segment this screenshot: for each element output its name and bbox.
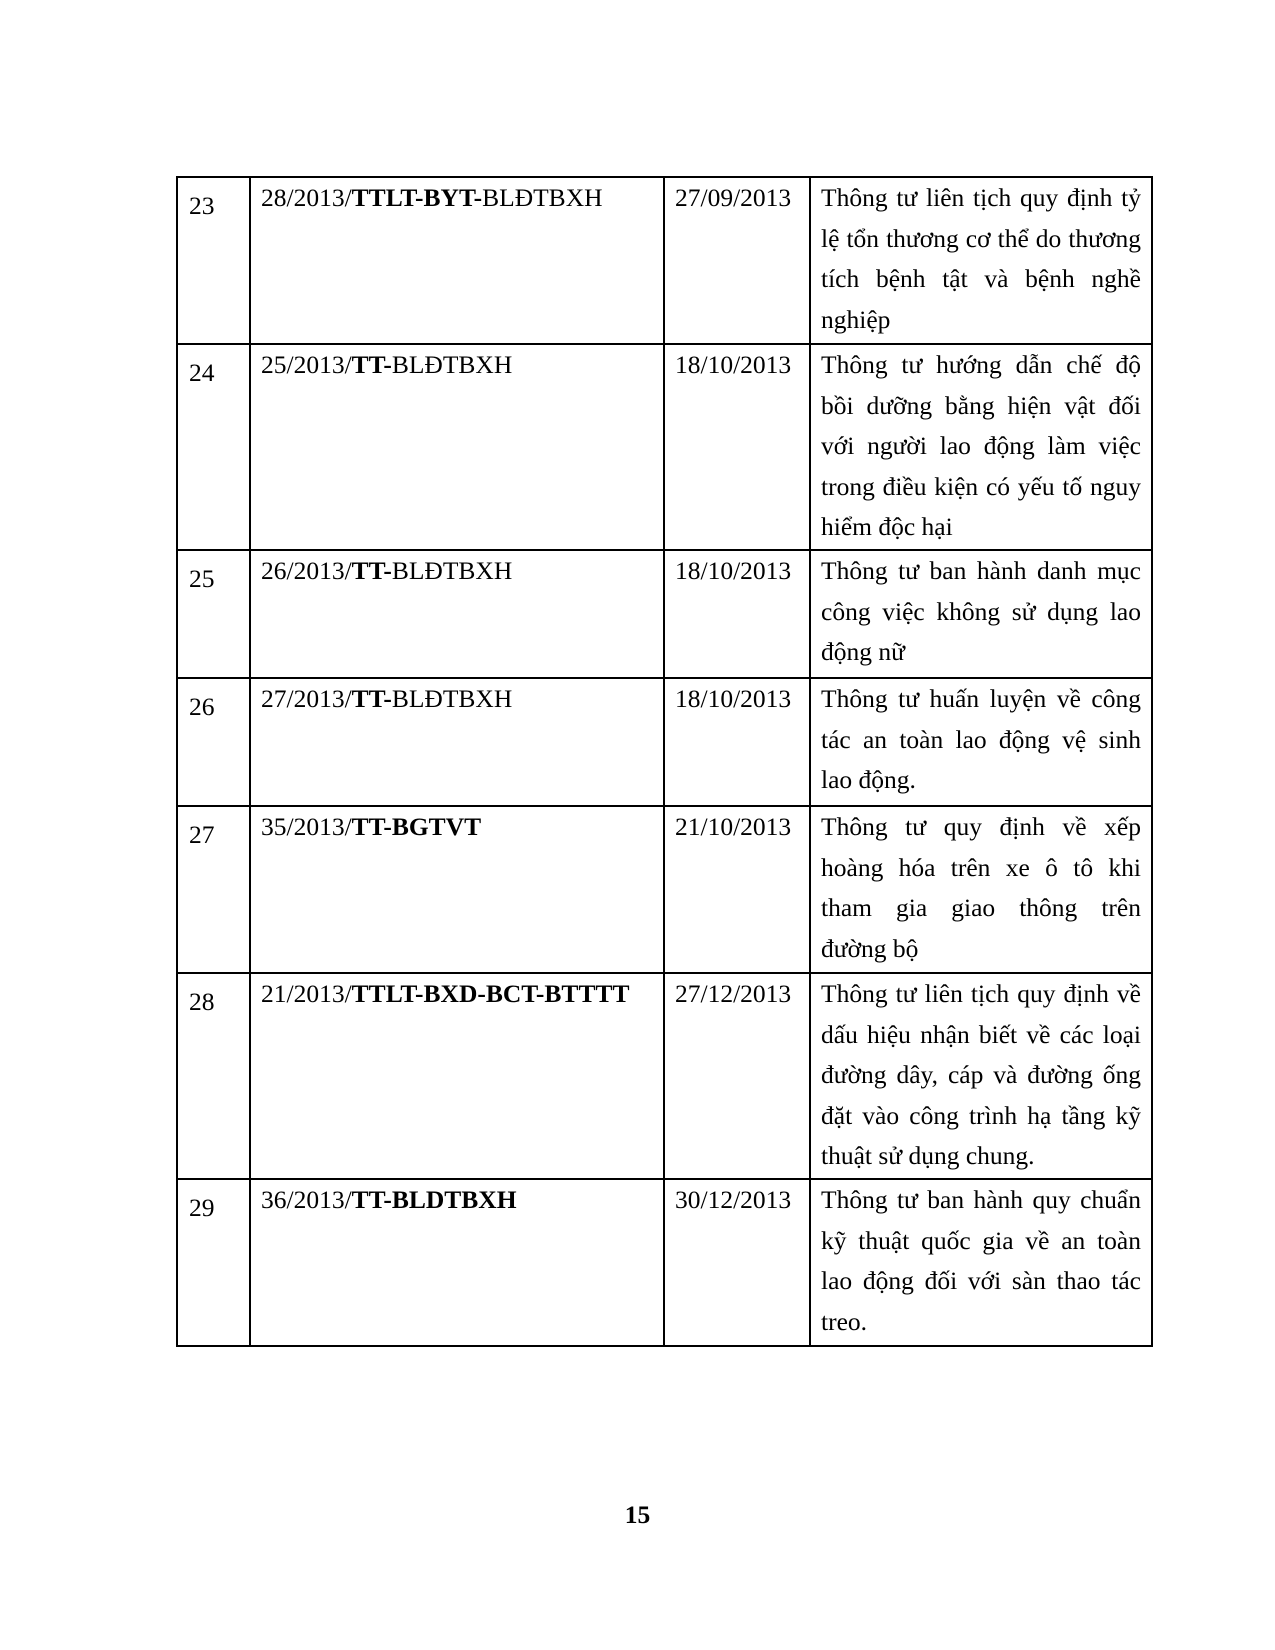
document-description: Thông tư quy định về xếp hoàng hóa trên xe ô tô khi tham gia giao thông trên đường bộ bbox=[810, 806, 1152, 973]
code-number-part: 35/2013/ bbox=[261, 812, 352, 841]
code-number-part: 21/2013/ bbox=[261, 979, 352, 1008]
code-number-part: 25/2013/ bbox=[261, 350, 352, 379]
regulations-table bbox=[176, 176, 1153, 1347]
document-code bbox=[250, 806, 664, 973]
code-type-part: TT-BLDTBXH bbox=[351, 1185, 517, 1214]
table-row bbox=[177, 678, 1152, 806]
row-number: 23 bbox=[177, 177, 250, 344]
document-description: Thông tư ban hành quy chuẩn kỹ thuật quốc gia về an toàn lao động đối với sàn thao tác treo. bbox=[810, 1179, 1152, 1346]
document-code bbox=[250, 678, 664, 806]
document-code bbox=[250, 344, 664, 550]
issue-date: 21/10/2013 bbox=[664, 806, 810, 973]
code-type-part: TTLT-BXD-BCT-BTTTT bbox=[351, 979, 630, 1008]
row-number: 28 bbox=[177, 973, 250, 1179]
document-description: Thông tư hướng dẫn chế độ bồi dưỡng bằng hiện vật đối với người lao động làm việc trong điều kiện có yếu tố nguy hiểm độc hại bbox=[810, 344, 1152, 550]
row-number: 24 bbox=[177, 344, 250, 550]
table-row bbox=[177, 550, 1152, 678]
code-number-part: 26/2013/ bbox=[261, 556, 352, 585]
document-code bbox=[250, 177, 664, 344]
code-agency-part: BLĐTBXH bbox=[482, 183, 603, 212]
document-description: Thông tư ban hành danh mục công việc không sử dụng lao động nữ bbox=[810, 550, 1152, 678]
document-code bbox=[250, 550, 664, 678]
issue-date: 18/10/2013 bbox=[664, 678, 810, 806]
document-description: Thông tư liên tịch quy định về dấu hiệu nhận biết về các loại đường dây, cáp và đường ống đặt vào công trình hạ tầng kỹ thuật sử dụng chung. bbox=[810, 973, 1152, 1179]
issue-date: 27/12/2013 bbox=[664, 973, 810, 1179]
issue-date: 27/09/2013 bbox=[664, 177, 810, 344]
row-number: 27 bbox=[177, 806, 250, 973]
code-agency-part: BLĐTBXH bbox=[391, 684, 513, 713]
row-number: 25 bbox=[177, 550, 250, 678]
table-row bbox=[177, 973, 1152, 1179]
code-type-part: TTLT-BYT- bbox=[351, 183, 483, 212]
document-code bbox=[250, 973, 664, 1179]
issue-date: 30/12/2013 bbox=[664, 1179, 810, 1346]
code-type-part: TT- bbox=[351, 684, 392, 713]
table-row bbox=[177, 177, 1152, 344]
code-number-part: 28/2013/ bbox=[261, 183, 352, 212]
row-number: 29 bbox=[177, 1179, 250, 1346]
page-number: 15 bbox=[624, 1500, 651, 1529]
document-description: Thông tư huấn luyện về công tác an toàn lao động vệ sinh lao động. bbox=[810, 678, 1152, 806]
table-body bbox=[177, 177, 1152, 1346]
row-number: 26 bbox=[177, 678, 250, 806]
code-type-part: TT-BGTVT bbox=[351, 812, 482, 841]
code-number-part: 36/2013/ bbox=[261, 1185, 352, 1214]
issue-date: 18/10/2013 bbox=[664, 344, 810, 550]
table-row bbox=[177, 806, 1152, 973]
document-code bbox=[250, 1179, 664, 1346]
table-row bbox=[177, 344, 1152, 550]
table-row bbox=[177, 1179, 1152, 1346]
code-type-part: TT- bbox=[351, 350, 392, 379]
issue-date: 18/10/2013 bbox=[664, 550, 810, 678]
code-type-part: TT- bbox=[351, 556, 392, 585]
code-number-part: 27/2013/ bbox=[261, 684, 352, 713]
code-agency-part: BLĐTBXH bbox=[391, 350, 513, 379]
code-agency-part: BLĐTBXH bbox=[391, 556, 513, 585]
document-description: Thông tư liên tịch quy định tỷ lệ tổn thương cơ thể do thương tích bệnh tật và bệnh nghề nghiệp bbox=[810, 177, 1152, 344]
